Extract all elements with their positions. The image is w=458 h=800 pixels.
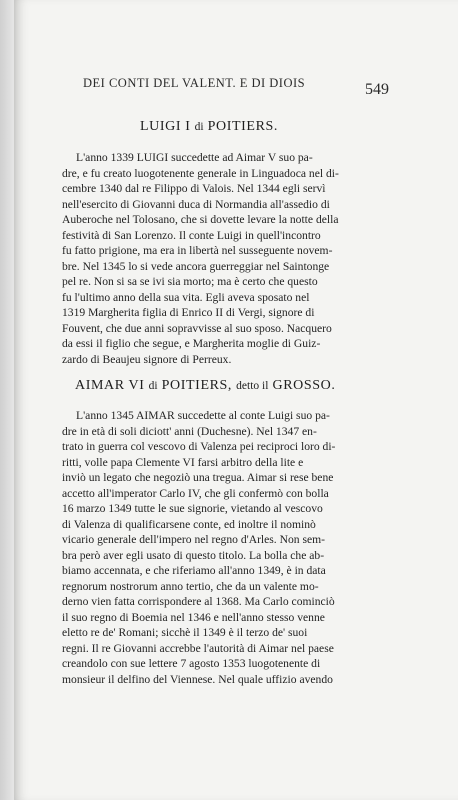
section2-title-tail-small: detto il: [236, 380, 269, 392]
section1-paragraph: [62, 150, 400, 367]
text-line: festività di San Lorenzo. Il conte Luigi in quell'incontro: [62, 228, 321, 242]
section1-heading: [140, 119, 278, 135]
page-number: 549: [365, 81, 389, 98]
text-line: fu l'ultimo anno della sua vita. Egli aveva sposato nel: [62, 290, 310, 304]
text-line: Fouvent, che due anni sopravvisse al suo sposo. Nacquero: [62, 321, 332, 335]
text-line: L'anno 1339 LUIGI succedette ad Aimar V suo pa-: [76, 151, 313, 164]
section1-title: LUIGI I: [140, 119, 191, 134]
text-line: Auberoche nel Tolosano, che si dovette levare la notte della: [62, 213, 339, 226]
text-line: bra però aver egli usato di questo titolo. La bolla che ab-: [62, 548, 325, 562]
section2-title-suffix: di: [148, 380, 158, 392]
section2-heading: [75, 378, 335, 394]
text-line: zardo di Beaujeu signore di Perreux.: [62, 352, 232, 366]
text-line: trato in guerra col vescovo di Valenza pei reciproci loro di-: [62, 440, 336, 453]
text-line: regni. Il re Giovanni accrebbe l'autorità di Aimar nel paese: [62, 641, 334, 655]
text-line: monsieur il delfino del Viennese. Nel quale uffizio avendo: [62, 672, 333, 686]
book-gutter-shadow: [0, 0, 14, 800]
text-line: creandolo con sue lettere 7 agosto 1353 luogotenente di: [62, 657, 321, 670]
text-line: accetto all'imperator Carlo IV, che gli confermò con bolla: [62, 486, 329, 500]
text-line: L'anno 1345 AIMAR succedette al conte Luigi suo pa-: [76, 409, 330, 422]
text-line: di Valenza di qualificarsene conte, ed inoltre il nominò: [62, 517, 316, 531]
text-line: nell'esercito di Giovanni duca di Normandia all'assedio di: [62, 197, 330, 211]
text-line: inviò un legato che negoziò una tregua. Aimar si rese bene: [62, 471, 334, 484]
text-line: bre. Nel 1345 lo si vede ancora guerreggiar nel Saintonge: [62, 259, 330, 273]
section2-title: AIMAR VI: [75, 378, 145, 393]
section2-paragraph: [62, 408, 400, 687]
text-line: derno vien fatta corrispondere al 1368. Ma Carlo cominciò: [62, 595, 335, 608]
text-line: dre in età di soli diciott' anni (Duchesne). Nel 1347 en-: [62, 424, 317, 438]
text-line: 1319 Margherita figlia di Enrico II di Vergi, signore di: [62, 306, 315, 319]
text-line: regnorum nostrorum anno tertio, che da un valente mo-: [62, 579, 319, 593]
text-line: da essi il figlio che segue, e Margherita moglie di Guiz-: [62, 337, 321, 350]
section1-title-name: POITIERS.: [207, 119, 278, 134]
running-head: DEI CONTI DEL VALENT. E DI DIOIS: [83, 76, 306, 90]
text-line: vicario generale dell'impero nel regno d'Arles. Non sem-: [62, 533, 326, 546]
text-line: biamo accennata, e che riferiamo all'anno 1349, è in data: [62, 564, 326, 577]
text-line: fu fatto prigione, ma era in libertà nel susseguente novem-: [62, 244, 333, 257]
section1-title-suffix: di: [194, 121, 204, 133]
text-line: ritti, volle papa Clemente VI farsi arbitro della lite e: [62, 455, 304, 469]
text-line: cembre 1340 dal re Filippo di Valois. Nel 1344 egli servì: [62, 182, 326, 195]
text-line: 16 marzo 1349 tutte le sue signorie, vietando al vescovo: [62, 502, 323, 515]
section2-title-name: POITIERS,: [161, 378, 233, 393]
text-line: il suo regno di Boemia nel 1346 e nell'anno stesso venne: [62, 610, 325, 624]
text-line: eletto re de' Romani; sicchè il 1349 è il terzo de' suoi: [62, 626, 308, 639]
text-line: pel re. Non si sa se ivi sia morto; ma è certo che questo: [62, 275, 318, 288]
text-line: dre, e fu creato luogotenente generale in Linguadoca nel di-: [62, 166, 339, 180]
section2-title-tail: GROSSO.: [272, 378, 336, 393]
